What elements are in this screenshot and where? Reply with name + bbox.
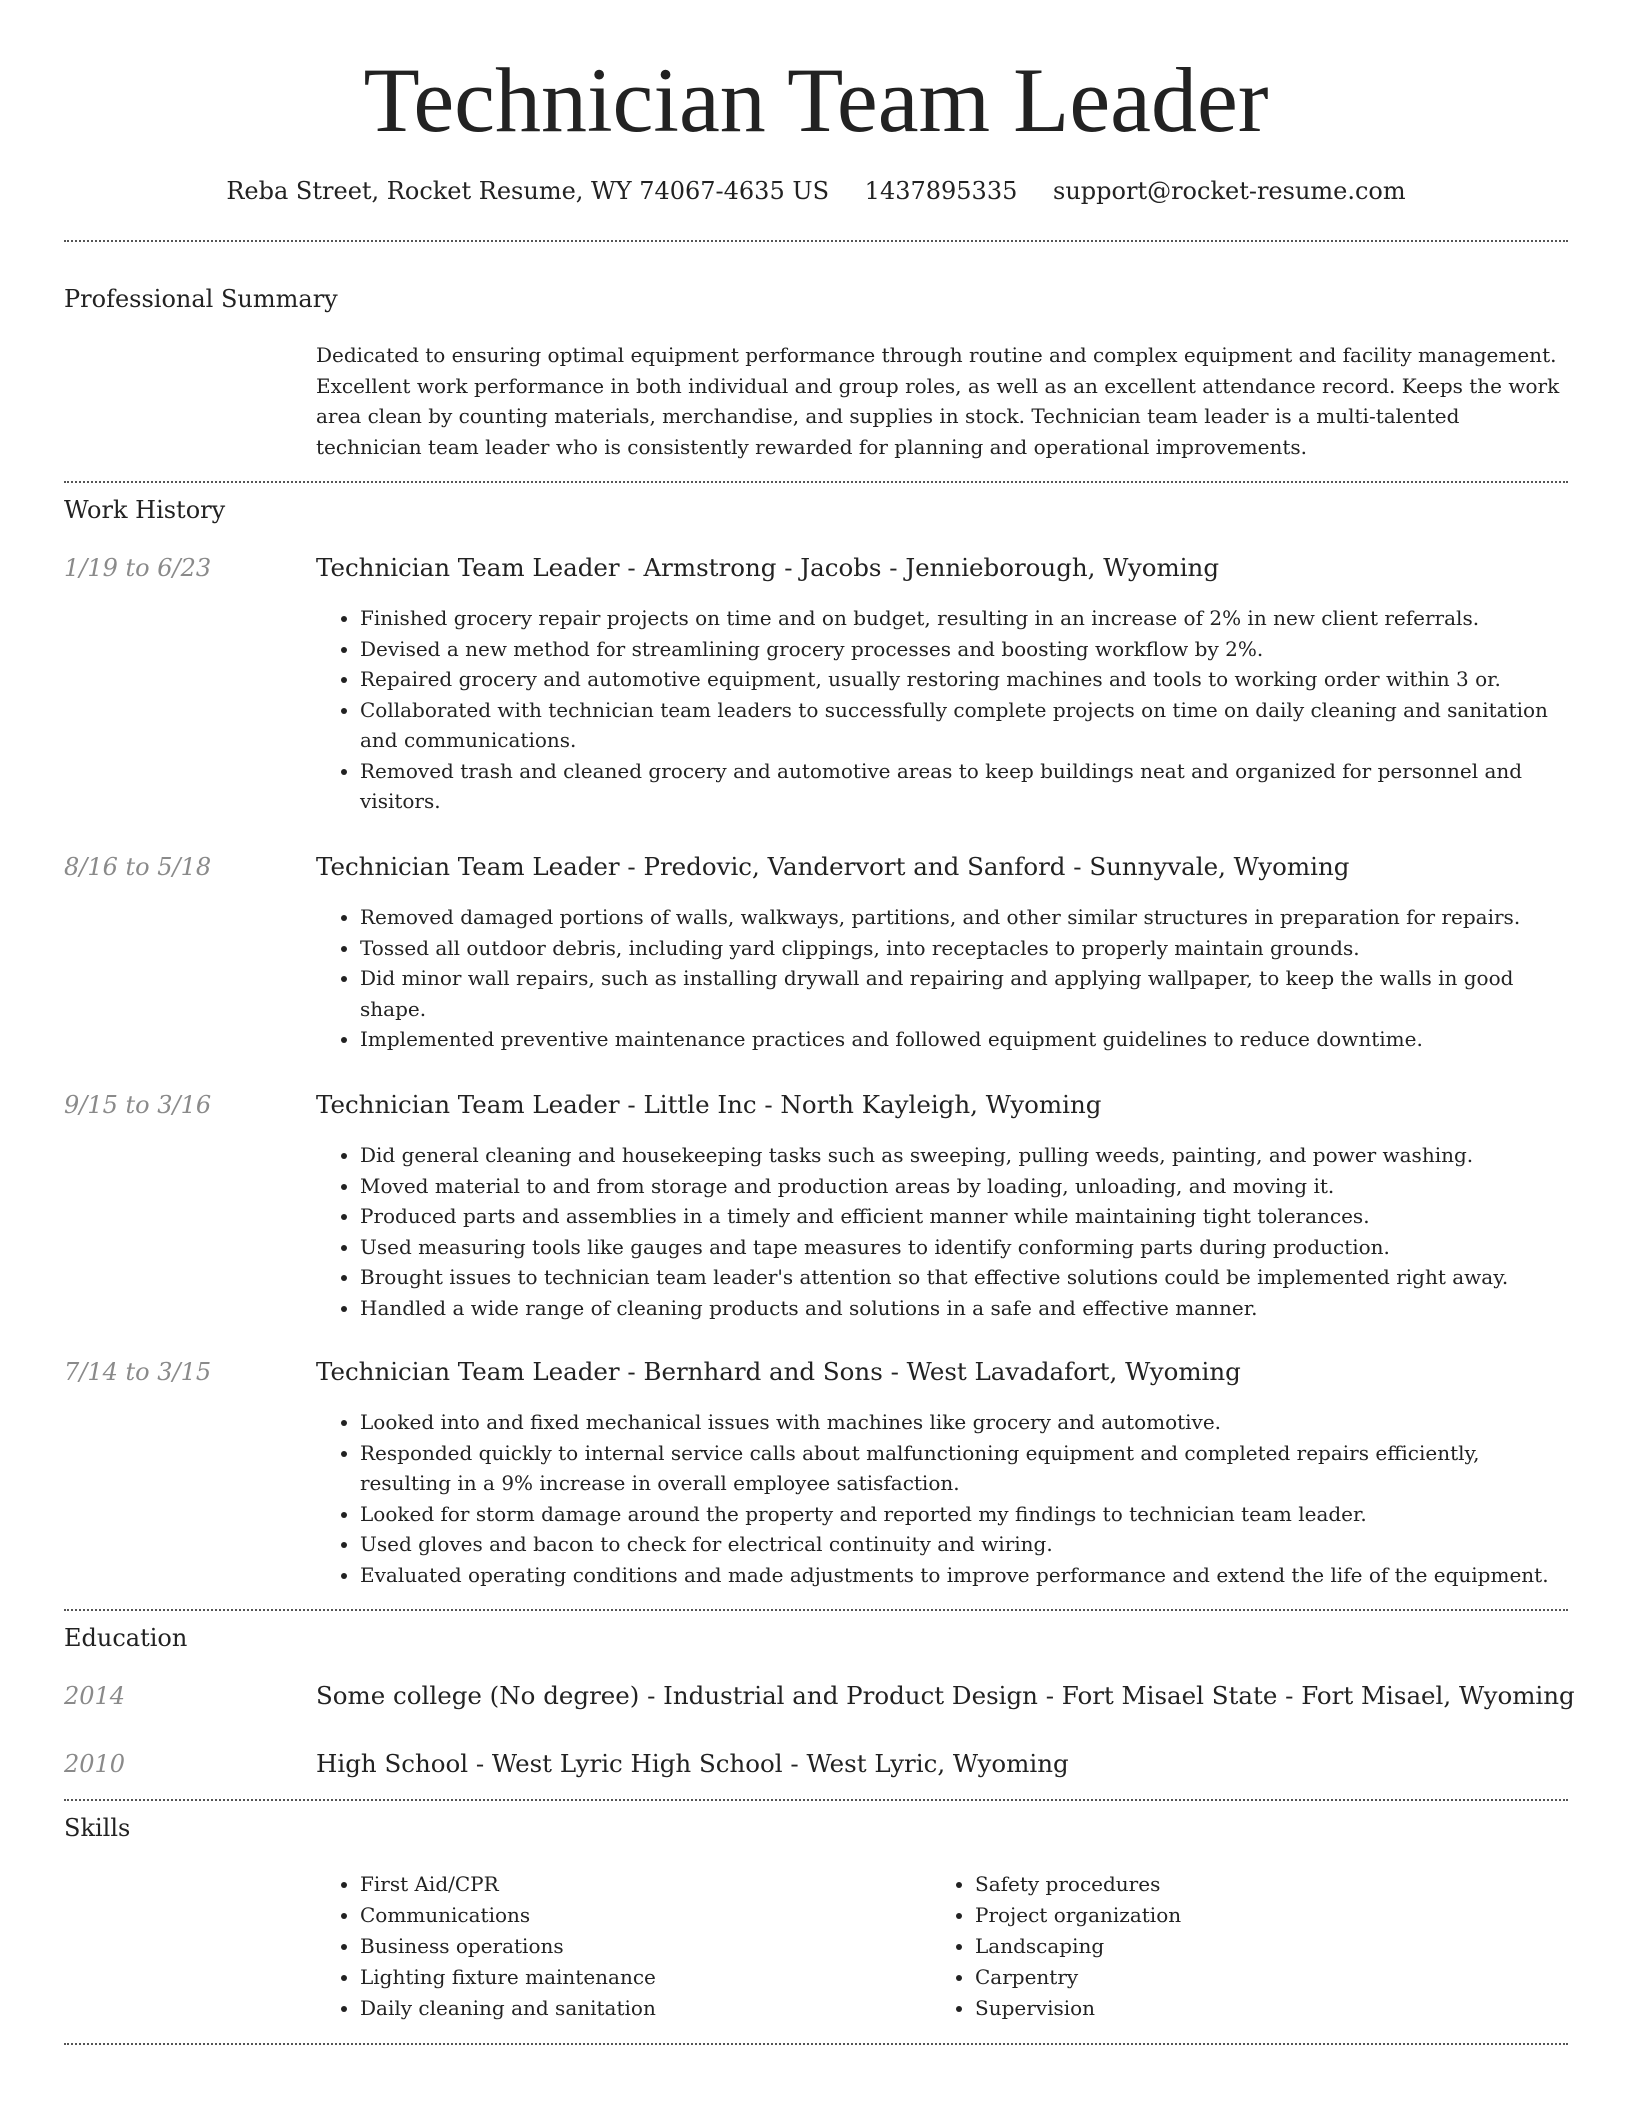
skill-item: • Daily cleaning and sanitation [360,1993,920,2024]
education-entry: High School - West Lyric High School - West Lyric, Wyoming [316,1749,1069,1778]
section-divider [64,240,1568,242]
job-title: Technician Team Leader - Little Inc - North Kayleigh, Wyoming [316,1090,1102,1119]
list-item: • Used gloves and bacon to check for electrical continuity and wiring. [360,1529,1568,1560]
section-divider [64,2043,1568,2045]
skill-item: • Carpentry [975,1962,1535,1993]
section-divider [64,1609,1568,1611]
section-divider [64,1799,1568,1801]
job-dates: 9/15 to 3/16 [64,1091,212,1119]
education-year: 2014 [64,1682,126,1710]
candidate-name: Technician Team Leader [363,49,1269,151]
skill-item: • Lighting fixture maintenance [360,1962,920,1993]
skills-heading: Skills [64,1814,131,1842]
skills-list-left [316,1869,920,2024]
skill-item: • Business operations [360,1931,920,1962]
education-heading: Education [64,1624,188,1652]
list-item: • Did general cleaning and housekeeping tasks such as sweeping, pulling weeds, painting, and power washing. [360,1140,1568,1171]
list-item: • Devised a new method for streamlining grocery processes and boosting workflow by 2%. [360,634,1568,665]
job-title: Technician Team Leader - Predovic, Vandervort and Sanford - Sunnyvale, Wyoming [316,852,1350,881]
skill-item: • Safety procedures [975,1869,1535,1900]
list-item: • Evaluated operating conditions and made adjustments to improve performance and extend the life of the equipment. [360,1560,1568,1591]
resume-header [0,0,1632,206]
list-item: • Looked into and fixed mechanical issues with machines like grocery and automotive. [360,1407,1568,1438]
list-item: • Responded quickly to internal service calls about malfunctioning equipment and completed repairs efficiently, resulting in a 9% increase in overall employee satisfaction. [360,1438,1568,1499]
education-entry: Some college (No degree) - Industrial and Product Design - Fort Misael State - Fort Misael, Wyoming [316,1681,1575,1710]
list-item: • Finished grocery repair projects on time and on budget, resulting in an increase of 2% in new client referrals. [360,603,1568,634]
list-item: • Removed trash and cleaned grocery and automotive areas to keep buildings neat and organized for personnel and visitors. [360,756,1568,817]
contact-phone: 1437895335 [864,177,1018,205]
job-title: Technician Team Leader - Bernhard and Sons - West Lavadafort, Wyoming [316,1357,1241,1386]
list-item: • Moved material to and from storage and production areas by loading, unloading, and moving it. [360,1171,1568,1202]
list-item: • Produced parts and assemblies in a timely and efficient manner while maintaining tight tolerances. [360,1201,1568,1232]
section-divider [64,481,1568,483]
job-bullets [316,603,1568,817]
job-bullets [316,902,1568,1055]
skill-item: • Project organization [975,1900,1535,1931]
contact-line [0,176,1632,206]
list-item: • Repaired grocery and automotive equipment, usually restoring machines and tools to working order within 3 or. [360,664,1568,695]
job-dates: 8/16 to 5/18 [64,853,212,881]
job-dates: 1/19 to 6/23 [64,554,212,582]
skills-list-right [931,1869,1535,2024]
job-bullets [316,1140,1568,1323]
work-history-heading: Work History [64,496,226,524]
list-item: • Collaborated with technician team leaders to successfully complete projects on time on daily cleaning and sanitation and communications. [360,695,1568,756]
education-year: 2010 [64,1750,126,1778]
job-title: Technician Team Leader - Armstrong - Jacobs - Jennieborough, Wyoming [316,553,1220,582]
skill-item: • Landscaping [975,1931,1535,1962]
skill-item: • First Aid/CPR [360,1869,920,1900]
skill-item: • Supervision [975,1993,1535,2024]
list-item: • Removed damaged portions of walls, walkways, partitions, and other similar structures in preparation for repairs. [360,902,1568,933]
job-dates: 7/14 to 3/15 [64,1358,212,1386]
list-item: • Looked for storm damage around the property and reported my findings to technician team leader. [360,1499,1568,1530]
list-item: • Brought issues to technician team leader's attention so that effective solutions could be implemented right away. [360,1262,1568,1293]
summary-text: Dedicated to ensuring optimal equipment performance through routine and complex equipment and facility management. Excellent work performance in both individual and group roles, as well as an excellent attendance record. Keeps the work area clean by counting materials, merchandise, and supplies in stock. Technician team leader is a multi-talented technician team leader who is consistently rewarded for planning and operational improvements. [316,343,1560,459]
summary-heading: Professional Summary [64,285,338,313]
contact-email: support@rocket-resume.com [1053,177,1406,205]
list-item: • Tossed all outdoor debris, including yard clippings, into receptacles to properly maintain grounds. [360,933,1568,964]
list-item: • Used measuring tools like gauges and tape measures to identify conforming parts during production. [360,1232,1568,1263]
job-bullets [316,1407,1568,1590]
contact-address: Reba Street, Rocket Resume, WY 74067-4635 US [226,177,830,205]
skill-item: • Communications [360,1900,920,1931]
list-item: • Handled a wide range of cleaning products and solutions in a safe and effective manner. [360,1293,1568,1324]
list-item: • Did minor wall repairs, such as installing drywall and repairing and applying wallpaper, to keep the walls in good shape. [360,963,1568,1024]
list-item: • Implemented preventive maintenance practices and followed equipment guidelines to reduce downtime. [360,1024,1568,1055]
